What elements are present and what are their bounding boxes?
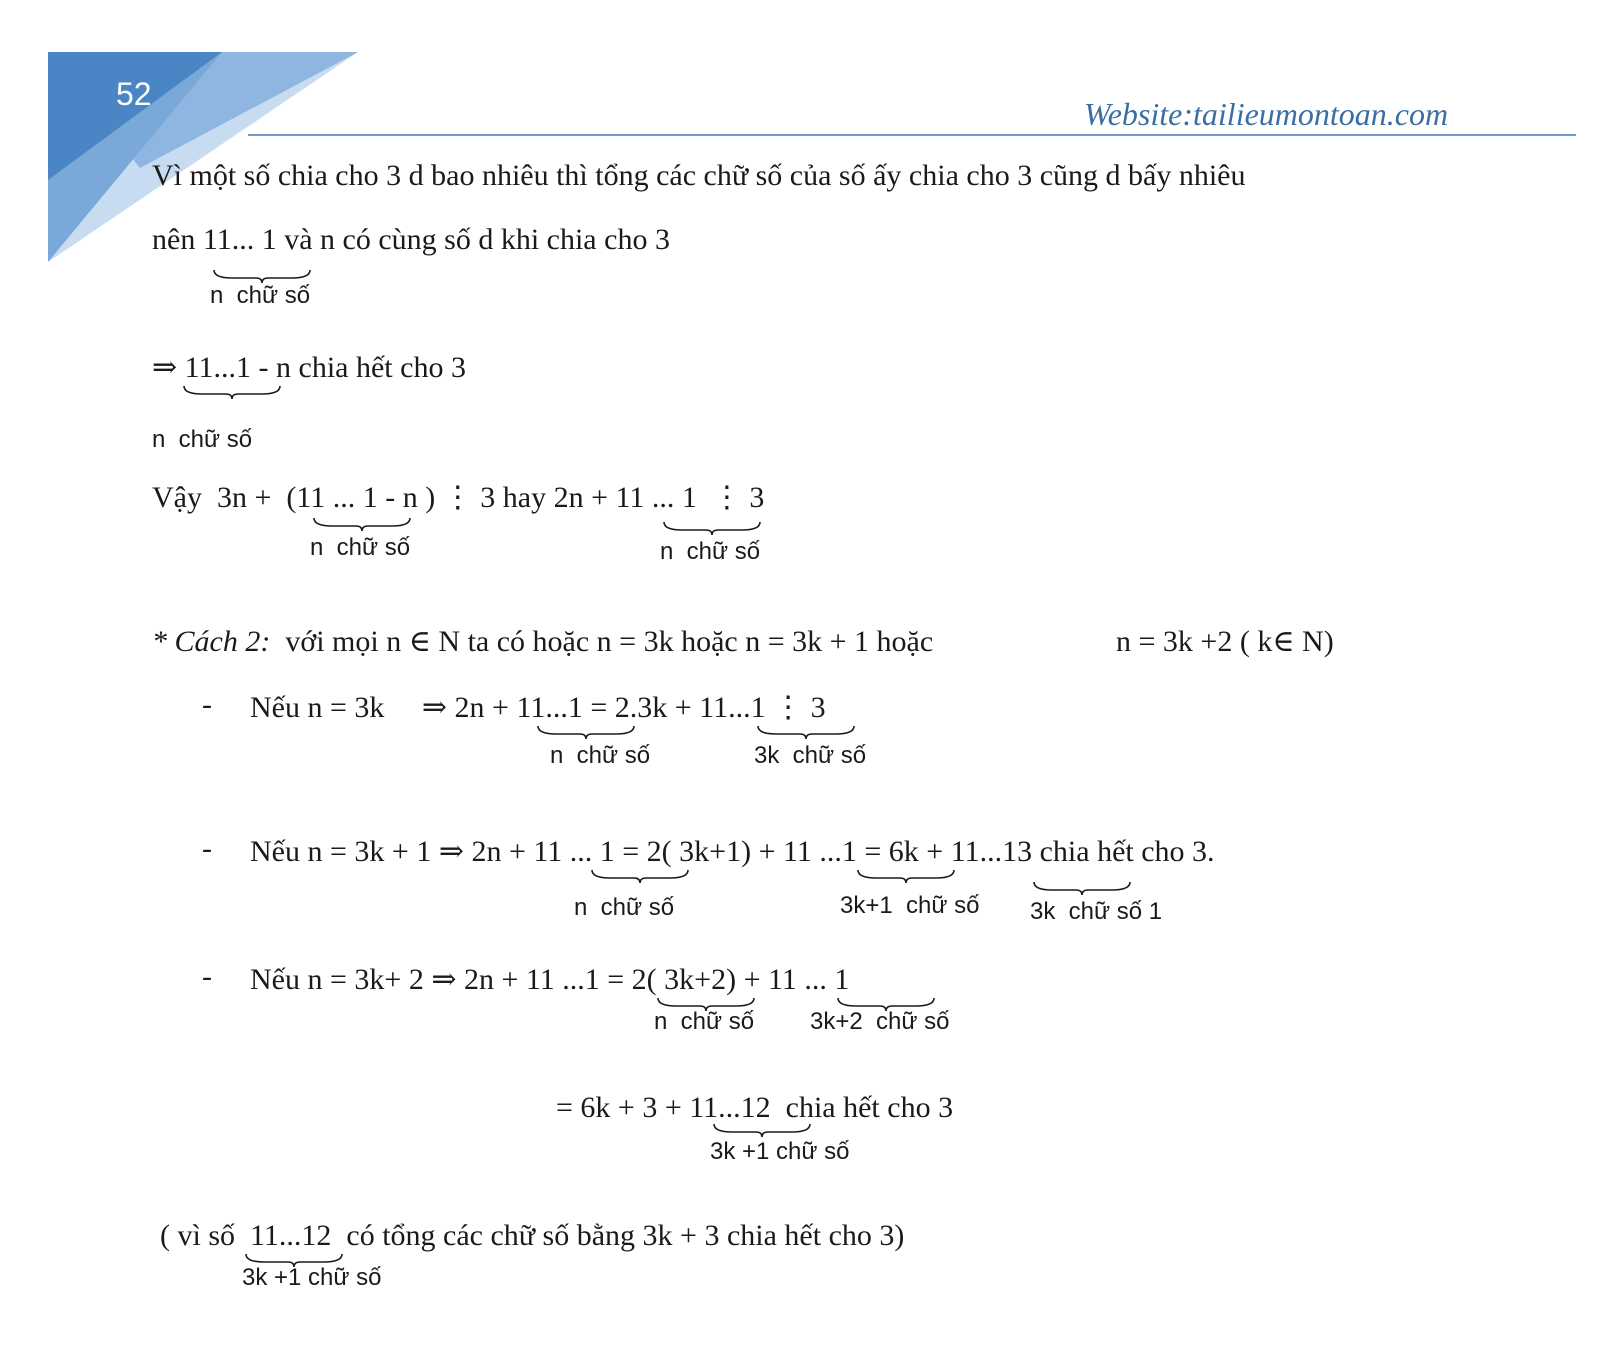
text-line-8: Nếu n = 3k+ 2 ⇒ 2n + 11 ...1 = 2( 3k+2) + 11 ... 1 — [250, 963, 850, 996]
method-text: với mọi n ∈ N ta có hoặc n = 3k hoặc n = 3k + 1 hoặc — [270, 625, 934, 658]
brace-label-2: n chữ số — [152, 426, 253, 453]
text-line-5 — [152, 624, 933, 660]
text-line-6: Nếu n = 3k ⇒ 2n + 11...1 = 2.3k + 11...1 ⋮ 3 — [250, 691, 826, 724]
text-line-7: Nếu n = 3k + 1 ⇒ 2n + 11 ... 1 = 2( 3k+1) + 11 ...1 = 6k + 11...13 chia hết cho 3. — [250, 835, 1215, 868]
bullet-dash-2: - — [202, 832, 212, 865]
brace-label-6: 3k chữ số — [754, 742, 867, 769]
brace-4 — [662, 520, 762, 536]
brace-label-10: n chữ số — [654, 1008, 755, 1035]
text-line-1: Vì một số chia cho 3 d bao nhiêu thì tổng các chữ số của số ấy chia cho 3 cũng d bấy nhiêu — [152, 159, 1246, 192]
brace-5 — [536, 724, 636, 740]
brace-label-4: n chữ số — [660, 538, 761, 565]
text-line-9: = 6k + 3 + 11...12 chia hết cho 3 — [556, 1091, 954, 1124]
brace-label-3: n chữ số — [310, 534, 411, 561]
page-number: 52 — [116, 76, 152, 112]
brace-7 — [590, 868, 690, 884]
brace-6 — [756, 724, 856, 740]
header-rule — [248, 134, 1576, 136]
brace-label-5: n chữ số — [550, 742, 651, 769]
brace-8 — [856, 868, 956, 884]
brace-label-12: 3k +1 chữ số — [710, 1138, 850, 1165]
brace-3 — [312, 516, 412, 532]
text-line-10: ( vì số 11...12 có tổng các chữ số bằng 3k + 3 chia hết cho 3) — [160, 1219, 905, 1252]
brace-label-1: n chữ số — [210, 282, 311, 309]
brace-label-13: 3k +1 chữ số — [242, 1264, 382, 1291]
brace-12 — [712, 1122, 812, 1138]
text-line-4: Vậy 3n + (11 ... 1 - n ) ⋮ 3 hay 2n + 11 ... 1 ⋮ 3 — [152, 481, 765, 514]
brace-9 — [1032, 880, 1132, 896]
website-header: Website:tailieumontoan.com — [1084, 96, 1449, 132]
brace-label-9: 3k chữ số 1 — [1030, 898, 1163, 925]
brace-label-8: 3k+1 chữ số — [840, 892, 980, 919]
text-line-5-tail: n = 3k +2 ( k∈ N) — [1116, 625, 1334, 658]
brace-label-11: 3k+2 chữ số — [810, 1008, 950, 1035]
bullet-dash-1: - — [202, 688, 212, 721]
text-line-2: nên 11... 1 và n có cùng số d khi chia cho 3 — [152, 223, 670, 256]
brace-label-7: n chữ số — [574, 894, 675, 921]
bullet-dash-3: - — [202, 960, 212, 993]
method-label: * Cách 2: — [152, 625, 271, 658]
brace-2 — [182, 384, 282, 400]
text-line-3: ⇒ 11...1 - n chia hết cho 3 — [152, 351, 466, 384]
